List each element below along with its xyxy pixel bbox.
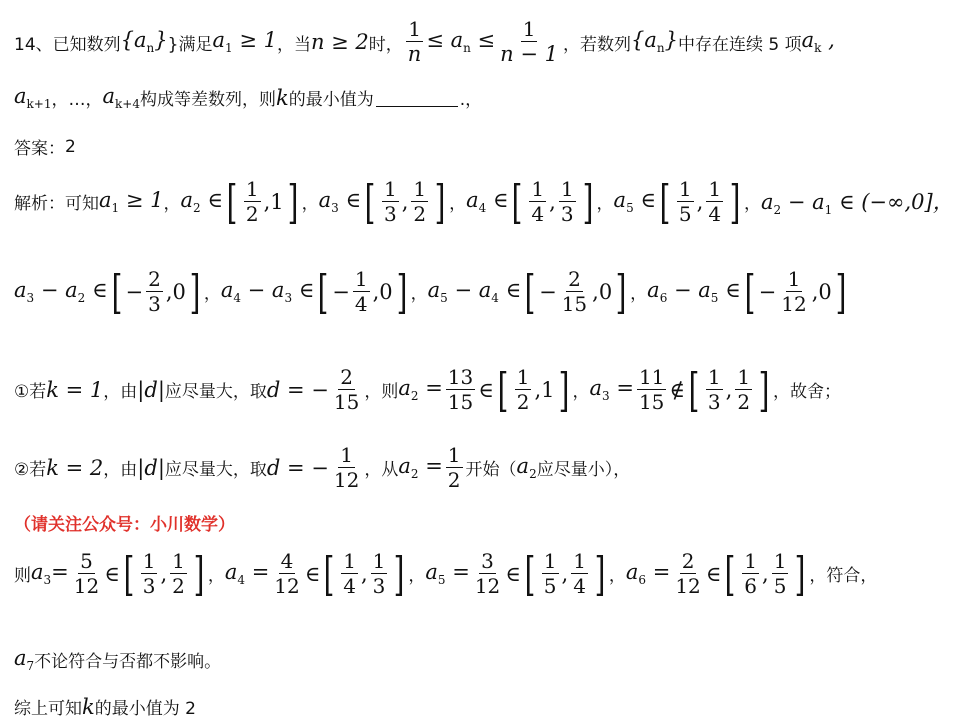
answer-value: 2 — [65, 136, 76, 157]
problem-number: 14、 — [14, 34, 53, 55]
solution-line-4: $a_7$ 不论符合与否都不影响。 — [14, 646, 222, 674]
case-1-line: ①若 k = 1 ，由 |d| 应尽量大，取 d = − $\frac{2}{15}$ ，则 $a_2$ = $\frac{13}{15}$ ∈ [ $\frac{1}{2}$ ,1 ] ， $a_3$ = $\frac{11}{15}$ ∉ [ $\frac{1}{3}$ , $\frac{1}{2}$ ] ，故舍； — [14, 362, 841, 417]
answer-line — [14, 134, 76, 159]
fraction-1-over-n: $\frac{1}{n}$ — [407, 17, 422, 66]
case-2-line: ②若 k = 2 ，由 |d| 应尽量大，取 d = − $\frac{1}{12}$ ，从 $a_2$ = $\frac{1}{2}$ 开始（ $a_2$ 应尽量小）， — [14, 443, 631, 492]
answer-blank — [376, 88, 458, 107]
solution-label: 解析：可知 — [14, 194, 99, 214]
fraction-1-over-n-minus-1: $\frac{1}{n - 1}$ — [500, 17, 558, 66]
promo-note: （请关注公众号：小川数学） — [14, 515, 235, 535]
solution-line-1: 解析：可知 $a_1 \ge 1$ ， $a_2$ ∈ [ $\frac{1}{2}$ ,1 ] ， $a_3$ ∈ [ $\frac{1}{3}$ , $\frac{1}{2}$ ] ， $a_4$ ∈ [ $\frac{1}{4}$ , $\frac{1}{3}$ ] ， $a_5$ ∈ [ $\frac{1}{5}$ , $\frac{1}{4}$ ] ， $a_2 - a_1$ ∈ (−∞,0]， — [14, 174, 954, 229]
solution-line-3: 则 $a_3=$ $\frac{5}{12}$ ∈ [ $\frac{1}{3}$ , $\frac{1}{2}$ ] ， $a_4$ = $\frac{4}{12}$ ∈ [ $\frac{1}{4}$ , $\frac{1}{3}$ ] ， $a_5$ = $\frac{3}{12}$ ∈ [ $\frac{1}{5}$ , $\frac{1}{4}$ ] ， $a_6$ = $\frac{2}{12}$ ∈ [ $\frac{1}{6}$ , $\frac{1}{5}$ ] ，符合， — [14, 546, 878, 601]
conclusion-line: 综上可知 k 的最小值为 2 — [14, 694, 196, 719]
problem-line-2: $a_{k+1}$ ，…， $a_{k+4}$ 构成等差数列，则 k 的最小值为 .， — [14, 84, 483, 112]
answer-label: 答案： — [14, 139, 65, 159]
solution-line-2: $a_3 - a_2$ ∈ [ − $\frac{2}{3}$ ,0 ] ， $a_4 - a_3$ ∈ [ − $\frac{1}{4}$ ,0 ] ， $a_5 - a_4$ ∈ [ − $\frac{2}{15}$ ,0 ] ， $a_6 - a_5$ ∈ [ − $\frac{1}{12}$ ,0 ] — [14, 264, 847, 319]
problem-line-1: 14、 已知数列 $\{a_n\}$ }满足 $a_1 \ge 1$ ，当 n ≥ 2 时， $\frac{1}{n}$ ≤ $a_n$ ≤ $\frac{1}{n - 1}$ ，若数列 $\{a_n\}$ 中存在连续 5 项 $a_k$ , — [14, 17, 835, 66]
